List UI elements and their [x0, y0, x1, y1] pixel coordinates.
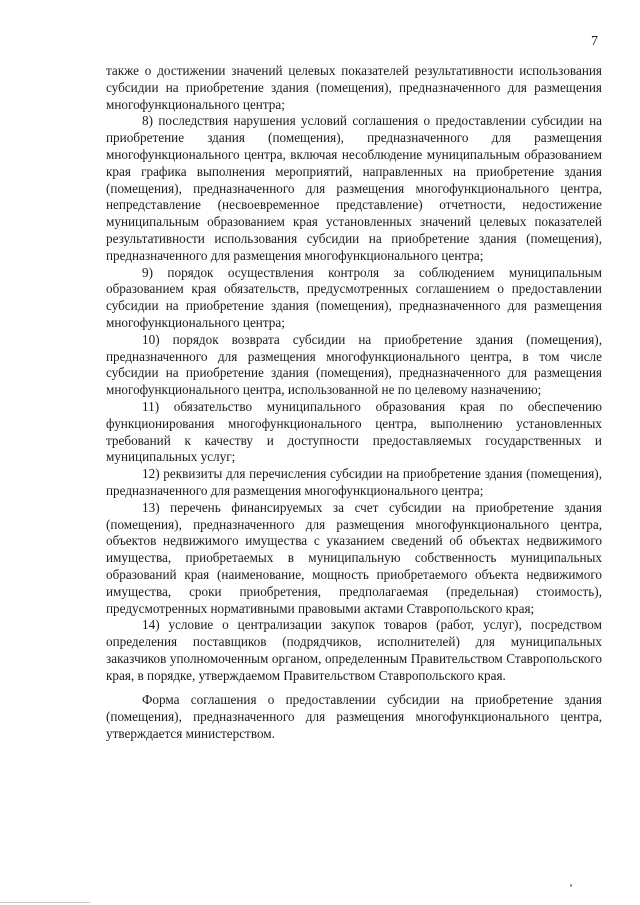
scan-artifact-mark: [570, 884, 572, 887]
paragraph-item-12: 12) реквизиты для перечисления субсидии на приобретение здания (помещения), предназначенного для размещения многофункционального центра;: [106, 466, 602, 498]
scan-artifact-line: [0, 902, 90, 903]
paragraph-item-10: 10) порядок возврата субсидии на приобретение здания (помещения), предназначенного для размещения многофункционального центра, в том числе субсидии на приобретение здания (помещения), предназначенного для размещения многофункционального центра, использованной не по целевому назначению;: [106, 331, 602, 398]
paragraph-agreement-form: Форма соглашения о предоставлении субсидии на приобретение здания (помещения), предназначенного для размещения многофункционального центра, утверждается министерством.: [106, 692, 602, 742]
paragraph-item-11: 11) обязательство муниципального образования края по обеспечению функционирования многофункционального центра, выполнению установленных требований к качеству и доступности предоставляемых государственных и муниципальных услуг;: [106, 398, 602, 465]
paragraph-continuation: также о достижении значений целевых показателей результативности использования субсидии на приобретение здания (помещения), предназначенного для размещения многофункционального центра;: [106, 63, 602, 112]
document-body: [106, 63, 602, 743]
page-number: 7: [591, 34, 598, 49]
paragraph-item-8: 8) последствия нарушения условий соглашения о предоставлении субсидии на приобретение здания (помещения), предназначенного для размещения многофункционального центра, включая несоблюдение муниципальным образованием края графика выполнения мероприятий, направленных на приобретение здания (помещения), предназначенного для размещения многофункционального центра, непредставление (несвоевременное представление) отчетности, недостижение муниципальным образованием края установленных значений целевых показателей результативности использования субсидии на приобретение здания (помещения), предназначенного для размещения многофункционального центра;: [106, 113, 602, 263]
paragraph-item-9: 9) порядок осуществления контроля за соблюдением муниципальным образованием края обязательств, предусмотренных соглашением о предоставлении субсидии на приобретение здания (помещения), предназначенного для размещения многофункционального центра;: [106, 264, 602, 330]
paragraph-item-14: 14) условие о централизации закупок товаров (работ, услуг), посредством определения поставщиков (подрядчиков, исполнителей) для муниципальных заказчиков уполномоченным органом, определенным Правительством Ставропольского края, в порядке, утверждаемом Правительством Ставропольского края.: [106, 617, 602, 683]
paragraph-item-13: 13) перечень финансируемых за счет субсидии на приобретение здания (помещения), предназначенного для размещения многофункционального центра, объектов недвижимого имущества с указанием сведений об объектах недвижимого имущества, приобретаемых в муниципальную собственность муниципальных образований края (наименование, мощность приобретаемого объекта недвижимого имущества, сроки приобретения, предполагаемая (предельная) стоимость), предусмотренных нормативными правовыми актами Ставропольского края;: [106, 499, 602, 616]
